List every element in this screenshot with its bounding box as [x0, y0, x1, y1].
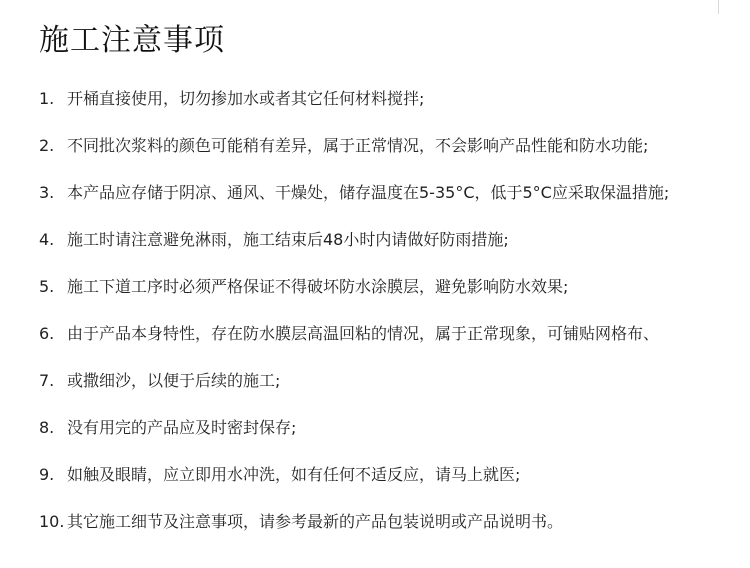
item-number: 5. — [39, 277, 55, 296]
page-title: 施工注意事项 — [39, 23, 225, 58]
item-text: 不同批次浆料的颜色可能稍有差异，属于正常情况，不会影响产品性能和防水功能; — [67, 136, 649, 155]
item-number: 10. — [39, 512, 65, 531]
list-item — [39, 86, 669, 133]
list-item — [39, 462, 669, 509]
list-item — [39, 415, 669, 462]
item-number: 2. — [39, 136, 55, 155]
item-text: 如触及眼睛，应立即用水冲洗，如有任何不适反应，请马上就医; — [67, 465, 521, 484]
list-item — [39, 368, 669, 415]
item-number: 7. — [39, 371, 55, 390]
list-item — [39, 321, 669, 368]
item-text: 没有用完的产品应及时密封保存; — [67, 418, 297, 437]
item-text: 由于产品本身特性，存在防水膜层高温回粘的情况，属于正常现象，可铺贴网格布、 — [67, 324, 660, 343]
item-number: 3. — [39, 183, 55, 202]
item-text: 其它施工细节及注意事项，请参考最新的产品包装说明或产品说明书。 — [67, 512, 564, 531]
top-divider — [718, 0, 719, 14]
item-number: 1. — [39, 89, 55, 108]
list-item — [39, 133, 669, 180]
item-number: 6. — [39, 324, 55, 343]
item-number: 9. — [39, 465, 55, 484]
item-text: 或撒细沙，以便于后续的施工; — [67, 371, 281, 390]
list-item — [39, 227, 669, 274]
notes-list — [39, 86, 669, 556]
list-item — [39, 274, 669, 321]
list-item — [39, 180, 669, 227]
item-number: 4. — [39, 230, 55, 249]
item-text: 施工时请注意避免淋雨，施工结束后48小时内请做好防雨措施; — [67, 230, 509, 249]
item-text: 开桶直接使用，切勿掺加水或者其它任何材料搅拌; — [67, 89, 425, 108]
item-text: 施工下道工序时必须严格保证不得破坏防水涂膜层，避免影响防水效果; — [67, 277, 569, 296]
item-text: 本产品应存储于阴凉、通风、干燥处，储存温度在5-35°C，低于5°C应采取保温措施; — [67, 183, 670, 202]
item-number: 8. — [39, 418, 55, 437]
list-item — [39, 509, 669, 556]
